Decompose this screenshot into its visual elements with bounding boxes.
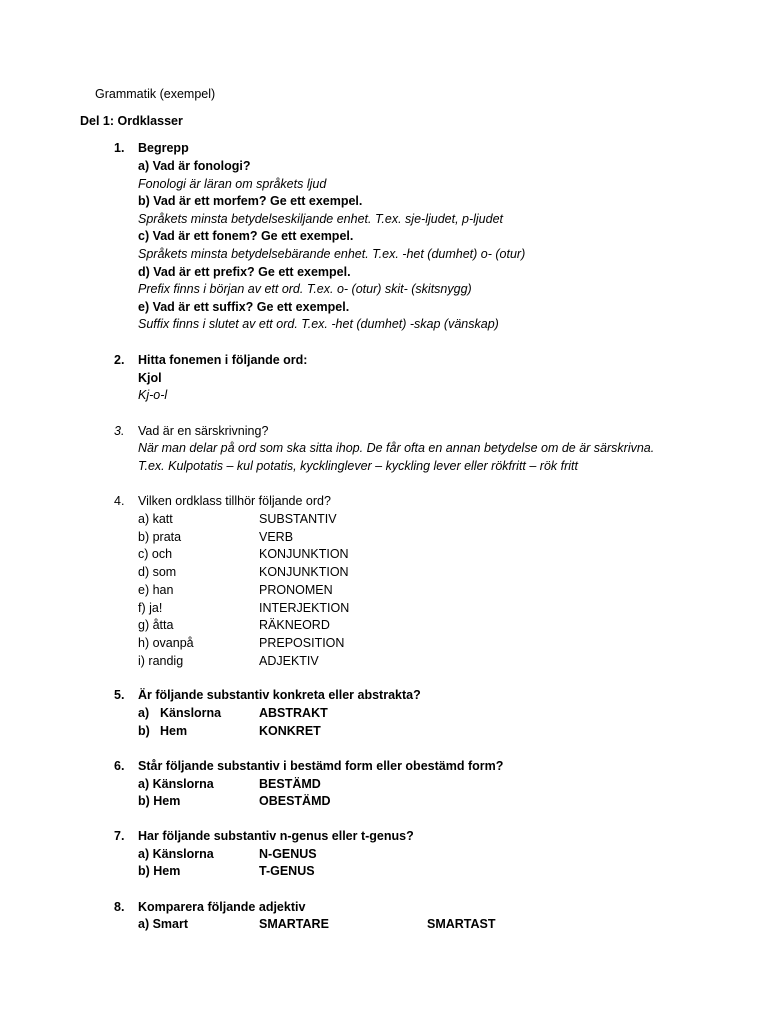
q8-heading: Komparera följande adjektiv [138,900,306,914]
q8-row-a-word: a) Smart [138,917,189,931]
q4-row-word: c) och [138,547,173,562]
q1-line: Fonologi är läran om språkets ljud [138,176,327,191]
q5-row-b-word: Hem [160,724,188,738]
q4-row-answer: VERB [259,529,294,544]
q4-row-answer: SUBSTANTIV [259,512,337,526]
q4-row-answer: PREPOSITION [259,635,345,650]
q6-row-b-answer: OBESTÄMD [259,794,331,808]
q4-row-word: f) ja! [138,600,163,615]
q7-heading: Har följande substantiv n-genus eller t-genus? [138,829,414,843]
q4-row-answer: ADJEKTIV [259,653,319,668]
q4-number: 4. [114,494,125,508]
q7-row-a-word: a) Känslorna [138,847,214,861]
q5-row-a-answer: ABSTRAKT [259,706,328,720]
q7-number: 7. [114,829,125,843]
q1-line: Språkets minsta betydelsebärande enhet. T.ex. -het (dumhet) o- (otur) [138,247,526,261]
q1-line: Suffix finns i slutet av ett ord. T.ex. -het (dumhet) -skap (vänskap) [138,317,499,332]
q1-line: b) Vad är ett morfem? Ge ett exempel. [138,194,363,209]
q4-row-word: b) prata [138,529,182,544]
q5-row-a-letter: a) [138,706,150,720]
q5-row-a-word: Känslorna [160,706,222,720]
q4-row-word: i) randig [138,653,184,668]
section-heading: Del 1: Ordklasser [80,114,183,128]
q3-heading: Vad är en särskrivning? [138,424,269,438]
q8-number: 8. [114,900,125,914]
q7-row-a-answer: N-GENUS [259,847,317,861]
q4-row-answer: KONJUNKTION [259,547,349,562]
q1-heading: Begrepp [138,141,189,155]
q1-line: e) Vad är ett suffix? Ge ett exempel. [138,299,350,314]
q3-number: 3. [114,424,125,438]
q2-word: Kjol [138,371,162,385]
q1-number: 1. [114,141,125,155]
q2-heading: Hitta fonemen i följande ord: [138,353,308,367]
q2-number: 2. [114,353,125,367]
q7-row-b-word: b) Hem [138,864,181,878]
q3-answer-1: När man delar på ord som ska sitta ihop. De får ofta en annan betydelse om de är särskrivna. [138,441,655,455]
q3-answer-2: T.ex. Kulpotatis – kul potatis, kycklinglever – kyckling lever eller rökfritt – rök fritt [138,459,578,473]
q4-row-word: e) han [138,582,174,597]
q4-row-word: g) åtta [138,618,174,633]
q4-row-word: h) ovanpå [138,635,194,650]
q8-row-a-comparative: SMARTARE [259,917,329,931]
q8-row-a-superlative: SMARTAST [427,917,496,931]
q4-heading: Vilken ordklass tillhör följande ord? [138,494,331,508]
q4-row-answer: KONJUNKTION [259,565,349,580]
q1-line: Prefix finns i början av ett ord. T.ex. o- (otur) skit- (skitsnygg) [138,282,472,297]
q1-line: c) Vad är ett fonem? Ge ett exempel. [138,229,354,244]
q1-line: Språkets minsta betydelseskiljande enhet. T.ex. sje-ljudet, p-ljudet [138,211,504,226]
document-title: Grammatik (exempel) [95,87,216,101]
q6-row-a-word: a) Känslorna [138,777,214,791]
q2-answer: Kj-o-l [138,388,168,402]
q1-line: a) Vad är fonologi? [138,159,251,173]
q6-row-a-answer: BESTÄMD [259,777,321,791]
q5-number: 5. [114,688,125,702]
q7-row-b-answer: T-GENUS [259,864,315,878]
q4-row-answer: RÄKNEORD [259,618,330,633]
q4-row-answer: PRONOMEN [259,582,333,597]
q4-row-word: a) katt [138,512,173,526]
q6-number: 6. [114,759,125,773]
q4-row-answer: INTERJEKTION [259,600,350,615]
q1-line: d) Vad är ett prefix? Ge ett exempel. [138,264,351,279]
q4-row-word: d) som [138,565,177,580]
q6-row-b-word: b) Hem [138,794,181,808]
q5-row-b-answer: KONKRET [259,724,321,738]
q6-heading: Står följande substantiv i bestämd form eller obestämd form? [138,759,504,773]
q5-heading: Är följande substantiv konkreta eller abstrakta? [138,688,421,702]
q5-row-b-letter: b) [138,724,150,738]
